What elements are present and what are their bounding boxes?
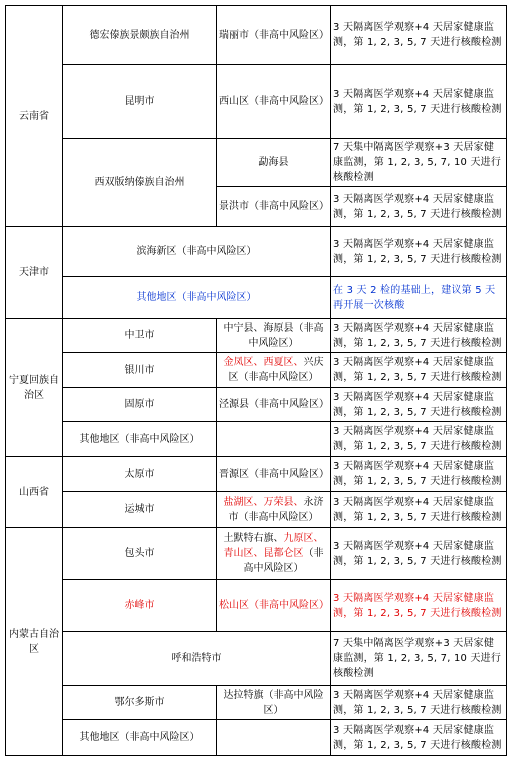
city-cell: 鄂尔多斯市 xyxy=(63,686,217,720)
table-row xyxy=(6,686,507,720)
measure-cell: 3 天隔离医学观察+4 天居家健康监测，第 1, 2, 3, 5, 7 天进行核酸检测 xyxy=(331,227,507,277)
district-text: 永济市（非高中风险区） xyxy=(228,496,324,523)
measure-cell: 3 天隔离医学观察+4 天居家健康监测，第 1, 2, 3, 5, 7 天进行核酸检测 xyxy=(331,187,507,227)
district-cell: 达拉特旗（非高中风险区） xyxy=(217,686,331,720)
table-row xyxy=(6,632,507,686)
district-cell: 勐海县 xyxy=(217,139,331,187)
measure-cell: 3 天隔离医学观察+4 天居家健康监测，第 1, 2, 3, 5, 7 天进行核酸检测 xyxy=(331,528,507,580)
district-cell xyxy=(217,492,331,528)
province-cell: 宁夏回族自治区 xyxy=(6,319,63,457)
table-row xyxy=(6,6,507,65)
district-cell xyxy=(217,422,331,457)
city-cell: 固原市 xyxy=(63,388,217,422)
city-cell: 太原市 xyxy=(63,457,217,492)
province-cell: 云南省 xyxy=(6,6,63,227)
table-row xyxy=(6,492,507,528)
district-highlight: 金凤区、西夏区、 xyxy=(223,357,304,368)
city-cell: 其他地区（非高中风险区） xyxy=(63,720,217,756)
table-row xyxy=(6,319,507,353)
table-row xyxy=(6,528,507,580)
district-cell: 晋源区（非高中风险区） xyxy=(217,457,331,492)
measure-cell: 3 天隔离医学观察+4 天居家健康监测，第 1, 2, 3, 5, 7 天进行核酸检测 xyxy=(331,580,507,632)
district-cell xyxy=(217,353,331,388)
province-cell: 山西省 xyxy=(6,457,63,528)
table-row xyxy=(6,139,507,187)
city-cell: 滨海新区（非高中风险区） xyxy=(63,227,331,277)
measure-cell: 3 天隔离医学观察+4 天居家健康监测，第 1, 2, 3, 5, 7 天进行核酸检测 xyxy=(331,319,507,353)
measure-cell: 3 天隔离医学观察+4 天居家健康监测，第 1, 2, 3, 5, 7 天进行核酸检测 xyxy=(331,686,507,720)
table-row xyxy=(6,388,507,422)
measure-cell: 3 天隔离医学观察+4 天居家健康监测，第 1, 2, 3, 5, 7 天进行核酸检测 xyxy=(331,422,507,457)
measure-cell: 3 天隔离医学观察+4 天居家健康监测，第 1, 2, 3, 5, 7 天进行核酸检测 xyxy=(331,720,507,756)
measure-cell: 3 天隔离医学观察+4 天居家健康监测，第 1, 2, 3, 5, 7 天进行核酸检测 xyxy=(331,457,507,492)
table-row xyxy=(6,277,507,319)
table-row xyxy=(6,353,507,388)
district-cell: 中宁县、海原县（非高中风险区） xyxy=(217,319,331,353)
measure-cell: 在 3 天 2 检的基础上，建议第 5 天再开展一次核酸 xyxy=(331,277,507,319)
district-cell: 西山区（非高中风险区） xyxy=(217,65,331,139)
measure-cell: 7 天集中隔离医学观察+3 天居家健康监测，第 1, 2, 3, 5, 7, 10 天进行核酸检测 xyxy=(331,139,507,187)
table-row xyxy=(6,227,507,277)
district-cell: 景洪市（非高中风险区） xyxy=(217,187,331,227)
city-cell: 其他地区（非高中风险区） xyxy=(63,277,331,319)
measure-cell: 3 天隔离医学观察+4 天居家健康监测，第 1, 2, 3, 5, 7 天进行核酸检测 xyxy=(331,65,507,139)
table-row xyxy=(6,422,507,457)
table-row xyxy=(6,457,507,492)
measure-cell: 3 天隔离医学观察+4 天居家健康监测，第 1, 2, 3, 5, 7 天进行核酸检测 xyxy=(331,353,507,388)
city-cell: 银川市 xyxy=(63,353,217,388)
district-text: 兴庆区（非高中风险区） xyxy=(228,357,324,383)
city-cell: 其他地区（非高中风险区） xyxy=(63,422,217,457)
measure-cell: 3 天隔离医学观察+4 天居家健康监测，第 1, 2, 3, 5, 7 天进行核酸检测 xyxy=(331,388,507,422)
city-cell: 包头市 xyxy=(63,528,217,580)
district-text: 土默特右旗、 xyxy=(223,533,284,544)
measure-cell: 3 天隔离医学观察+4 天居家健康监测，第 1, 2, 3, 5, 7 天进行核酸检测 xyxy=(331,6,507,65)
table-row xyxy=(6,65,507,139)
district-cell: 瑞丽市（非高中风险区） xyxy=(217,6,331,65)
district-highlight: 盐湖区、万荣县、 xyxy=(223,496,304,508)
city-cell: 运城市 xyxy=(63,492,217,528)
measure-cell: 3 天隔离医学观察+4 天居家健康监测，第 1, 2, 3, 5, 7 天进行核酸检测 xyxy=(331,492,507,528)
district-cell xyxy=(217,720,331,756)
city-cell: 德宏傣族景颇族自治州 xyxy=(63,6,217,65)
city-cell: 呼和浩特市 xyxy=(63,632,331,686)
quarantine-policy-table xyxy=(5,5,507,756)
province-cell: 天津市 xyxy=(6,227,63,319)
province-cell: 内蒙古自治区 xyxy=(6,528,63,756)
measure-cell: 7 天集中隔离医学观察+3 天居家健康监测，第 1, 2, 3, 5, 7, 10 天进行核酸检测 xyxy=(331,632,507,686)
district-cell: 松山区（非高中风险区） xyxy=(217,580,331,632)
table-row xyxy=(6,580,507,632)
city-cell: 西双版纳傣族自治州 xyxy=(63,139,217,227)
city-cell: 赤峰市 xyxy=(63,580,217,632)
district-highlight: 九原区、青山区、昆都仑区 xyxy=(223,533,324,559)
district-text: （非高中风险区） xyxy=(243,548,324,574)
district-cell xyxy=(217,528,331,580)
city-cell: 中卫市 xyxy=(63,319,217,353)
city-cell: 昆明市 xyxy=(63,65,217,139)
district-cell: 泾源县（非高中风险区） xyxy=(217,388,331,422)
table-row xyxy=(6,720,507,756)
